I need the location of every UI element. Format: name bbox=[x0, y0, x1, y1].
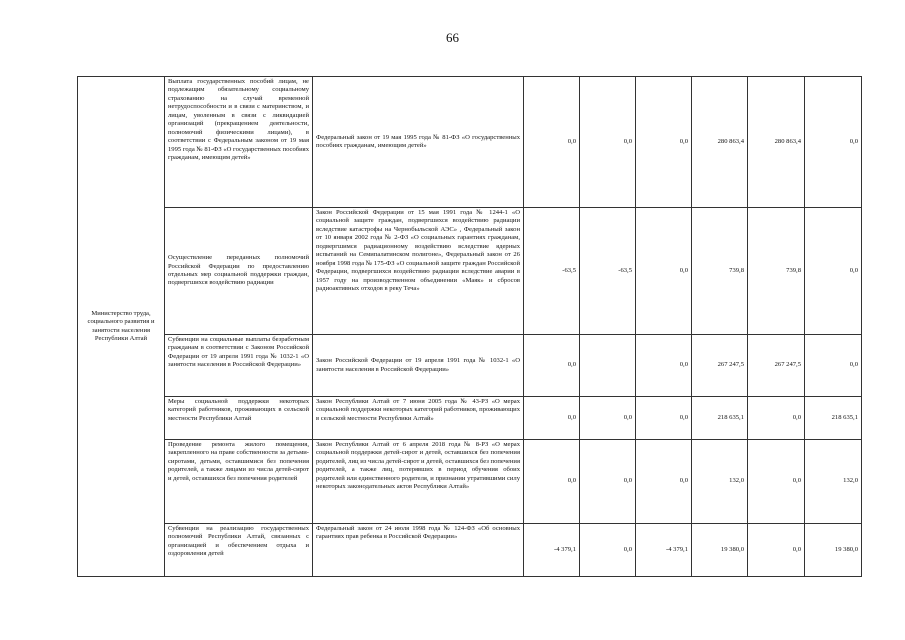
value-cell: 280 863,4 bbox=[748, 77, 805, 208]
value-cell: 132,0 bbox=[805, 440, 862, 524]
measure-cell: Проведение ремонта жилого помещения, закрепленного на праве собственности за детьми-сиротами, детьми, оставшимися без попечения родителей, а также лицами из числа детей-сирот и детей, оставшихся без попечения родителей bbox=[165, 440, 313, 524]
law-cell: Федеральный закон от 24 июля 1998 года № 124-ФЗ «Об основных гарантиях прав ребенка в Российской Федерации» bbox=[313, 524, 524, 577]
value-cell: 0,0 bbox=[805, 335, 862, 397]
measure-cell: Осуществление переданных полномочий Российской Федерации по предоставлению отдельных мер социальной поддержки граждан, подвергшихся воздействию радиации bbox=[165, 208, 313, 335]
value-cell: 0,0 bbox=[524, 335, 580, 397]
measure-cell: Субвенции на социальные выплаты безработным гражданам в соответствии с Законом Российской Федерации от 19 апреля 1991 года № 1032-1 «О занятости населения в Российской Федерации» bbox=[165, 335, 313, 397]
budget-table bbox=[77, 76, 862, 577]
value-cell: 19 380,0 bbox=[692, 524, 748, 577]
law-cell: Федеральный закон от 19 мая 1995 года № 81-ФЗ «О государственных пособиях гражданам, имеющим детей» bbox=[313, 77, 524, 208]
page-number: 66 bbox=[446, 30, 459, 45]
law-cell: Закон Российской Федерации от 15 мая 1991 года № 1244-1 «О социальной защите граждан, подвергшихся воздействию радиации вследствие катастрофы на Чернобыльской АЭС» , Федеральный закон от 10 января 2002 года № 2-ФЗ «О социальных гарантиях гражданам, подвергшимся радиационному воздействию вследствие ядерных испытаний на Семипалатинском полигоне», Федеральный закон от 26 ноября 1998 года № 175-ФЗ «О социальной защите граждан Российской Федерации, подвергшихся воздействию радиации вследствие аварии в 1957 году на производственном объединении «Маяк» и сбросов радиоактивных отходов в реку Теча» bbox=[313, 208, 524, 335]
value-cell: -63,5 bbox=[524, 208, 580, 335]
value-cell: 739,8 bbox=[692, 208, 748, 335]
value-cell: 0,0 bbox=[636, 397, 692, 440]
measure-cell: Меры социальной поддержки некоторых категорий работников, проживающих в сельской местности Республики Алтай bbox=[165, 397, 313, 440]
value-cell: 0,0 bbox=[748, 524, 805, 577]
value-cell: 218 635,1 bbox=[805, 397, 862, 440]
value-cell: 0,0 bbox=[636, 440, 692, 524]
law-cell: Закон Российской Федерации от 19 апреля 1991 года № 1032-1 «О занятости населения в Российской Федерации» bbox=[313, 335, 524, 397]
value-cell: 0,0 bbox=[805, 77, 862, 208]
value-cell: 0,0 bbox=[580, 440, 636, 524]
value-cell: 0,0 bbox=[524, 397, 580, 440]
ministry-cell: Министерство труда, социального развития и занятости населения Республики Алтай bbox=[78, 77, 165, 577]
table-row bbox=[78, 397, 862, 440]
value-cell: 0,0 bbox=[580, 77, 636, 208]
value-cell: -4 379,1 bbox=[636, 524, 692, 577]
table-row bbox=[78, 77, 862, 208]
value-cell: 0,0 bbox=[748, 397, 805, 440]
value-cell: 0,0 bbox=[805, 208, 862, 335]
table-row bbox=[78, 524, 862, 577]
value-cell: 280 863,4 bbox=[692, 77, 748, 208]
law-cell: Закон Республики Алтай от 6 апреля 2018 года № 8-РЗ «О мерах социальной поддержки детей-сирот и детей, оставшихся без попечения родителей, лиц из числа детей-сирот и детей, оставшихся без попечения родителей, а также лиц, потерявших в период обучения обоих родителей или единственного родителя, и признании утратившими силу некоторых законодательных актов Республики Алтай» bbox=[313, 440, 524, 524]
table-row bbox=[78, 208, 862, 335]
value-cell: -4 379,1 bbox=[524, 524, 580, 577]
value-cell: 739,8 bbox=[748, 208, 805, 335]
value-cell: 267 247,5 bbox=[748, 335, 805, 397]
value-cell: 0,0 bbox=[580, 524, 636, 577]
value-cell: -63,5 bbox=[580, 208, 636, 335]
table-row bbox=[78, 335, 862, 397]
value-cell: 0,0 bbox=[636, 77, 692, 208]
value-cell: 0,0 bbox=[524, 77, 580, 208]
law-cell: Закон Республики Алтай от 7 июня 2005 года № 43-РЗ «О мерах социальной поддержки некоторых категорий работников, проживающих в сельской местности Республики Алтай» bbox=[313, 397, 524, 440]
value-cell: 19 380,0 bbox=[805, 524, 862, 577]
value-cell: 267 247,5 bbox=[692, 335, 748, 397]
value-cell: 0,0 bbox=[636, 335, 692, 397]
value-cell: 0,0 bbox=[636, 208, 692, 335]
value-cell: 0,0 bbox=[524, 440, 580, 524]
table-row bbox=[78, 440, 862, 524]
value-cell: 0,0 bbox=[580, 397, 636, 440]
value-cell: 0,0 bbox=[748, 440, 805, 524]
value-cell bbox=[580, 335, 636, 397]
measure-cell: Субвенции на реализацию государственных полномочий Республики Алтай, связанных с организацией и обеспечением отдыха и оздоровления детей bbox=[165, 524, 313, 577]
value-cell: 132,0 bbox=[692, 440, 748, 524]
value-cell: 218 635,1 bbox=[692, 397, 748, 440]
measure-cell: Выплата государственных пособий лицам, не подлежащим обязательному социальному страхованию на случай временной нетрудоспособности и в связи с материнством, и лицам, уволенным в связи с ликвидацией организаций (прекращением деятельности, полномочий физическими лицами), в соответствии с Федеральным законом от 19 мая 1995 года № 81-ФЗ «О государственных пособиях гражданам, имеющим детей» bbox=[165, 77, 313, 208]
